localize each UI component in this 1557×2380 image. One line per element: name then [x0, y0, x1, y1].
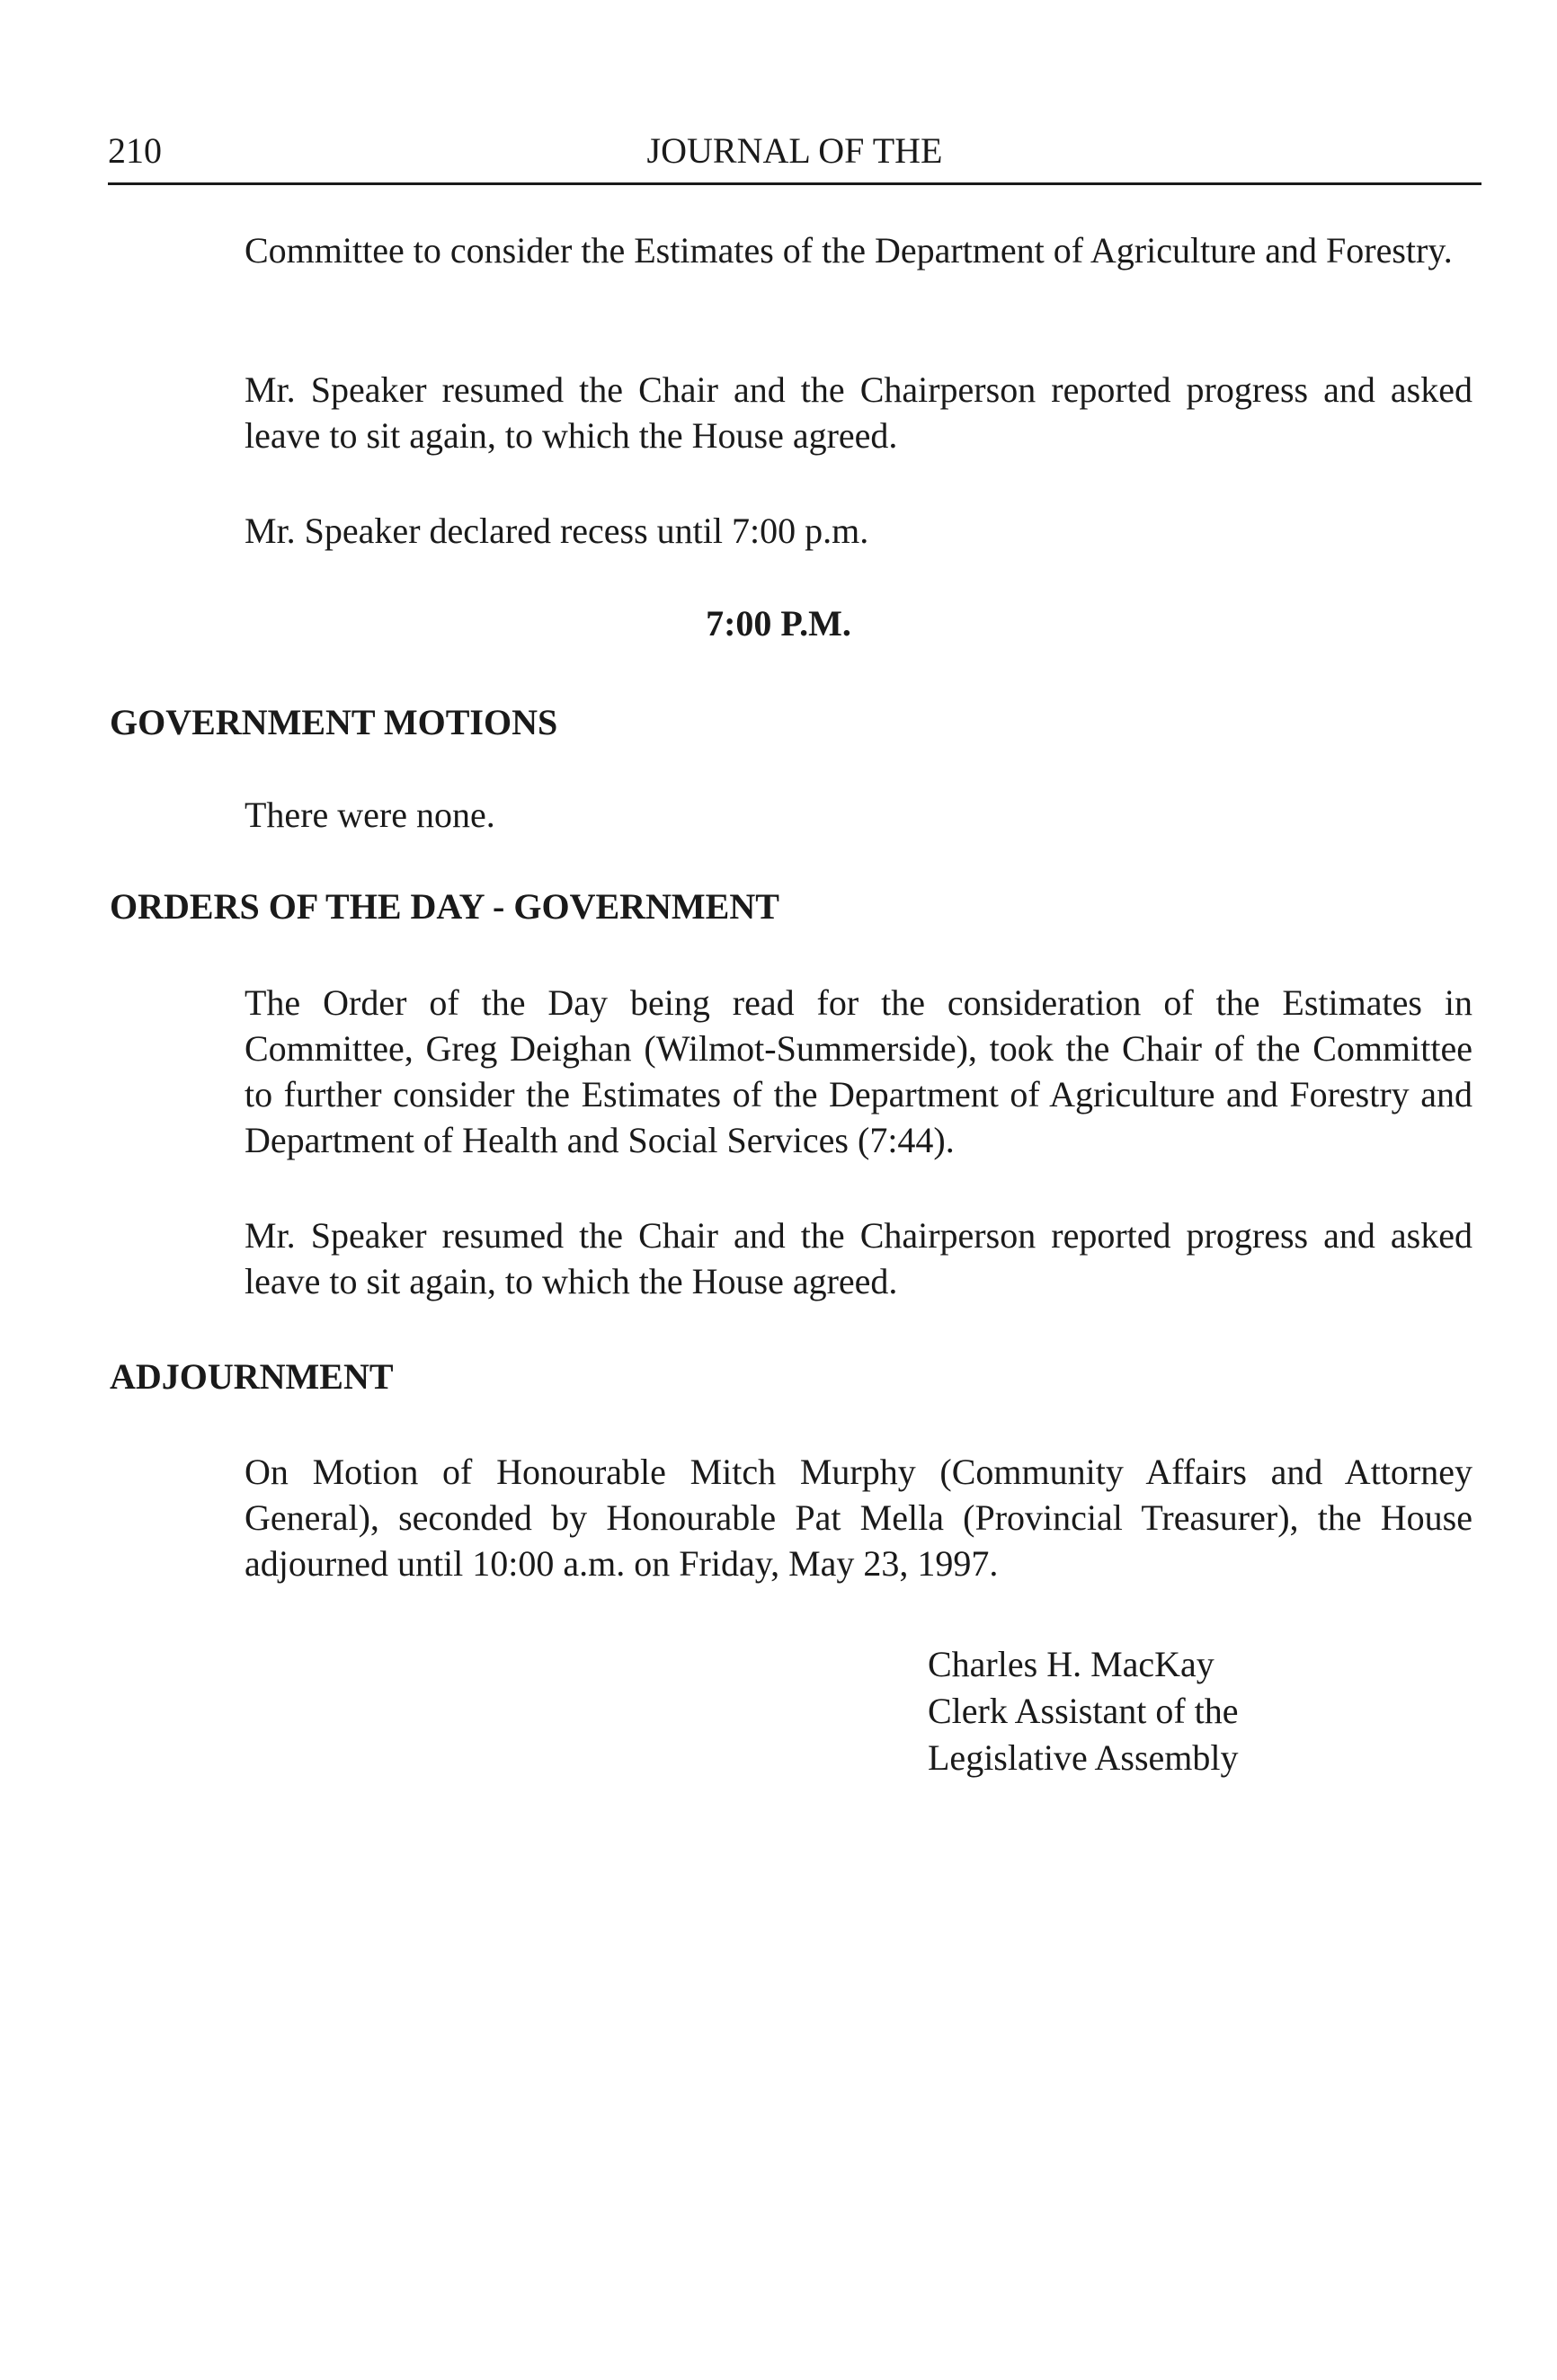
signature-title-line-1: Clerk Assistant of the: [928, 1691, 1239, 1731]
heading-orders-of-the-day: ORDERS OF THE DAY - GOVERNMENT: [110, 886, 779, 927]
heading-government-motions: GOVERNMENT MOTIONS: [110, 702, 558, 742]
journal-title: JOURNAL OF THE: [646, 130, 943, 171]
signature-block: [928, 1641, 1239, 1781]
paragraph-speaker-resumed-2: Mr. Speaker resumed the Chair and the Chairperson reported progress and asked leave to sit again, to which the House agreed.: [245, 1215, 1472, 1301]
paragraph-order-of-day: The Order of the Day being read for the consideration of the Estimates in Committee, Greg Deighan (Wilmot-Summerside), took the Chair of the Committee to further consider the Estimates of the Department of Agriculture and Forestry and Department of Health and Social Services (7:44).: [245, 982, 1472, 1160]
paragraph-speaker-resumed-1: Mr. Speaker resumed the Chair and the Chairperson reported progress and asked leave to sit again, to which the House agreed.: [245, 369, 1472, 456]
time-heading: 7:00 P.M.: [706, 603, 851, 644]
heading-adjournment: ADJOURNMENT: [110, 1356, 394, 1397]
running-head: [108, 126, 1481, 176]
paragraph-recess: Mr. Speaker declared recess until 7:00 p.m.: [245, 511, 869, 551]
paragraph-none: There were none.: [245, 795, 495, 835]
paragraph-committee-estimates: Committee to consider the Estimates of the Department of Agriculture and Forestry.: [245, 230, 1453, 271]
signature-name: Charles H. MacKay: [928, 1644, 1214, 1684]
page-number: 210: [108, 130, 162, 171]
header-rule: [108, 182, 1481, 185]
signature-title-line-2: Legislative Assembly: [928, 1737, 1239, 1778]
paragraph-adjournment-motion: On Motion of Honourable Mitch Murphy (Community Affairs and Attorney General), seconded by Honourable Pat Mella (Provincial Treasurer), the House adjourned until 10:00 a.m. on Friday, May 23, 1997.: [245, 1452, 1472, 1584]
